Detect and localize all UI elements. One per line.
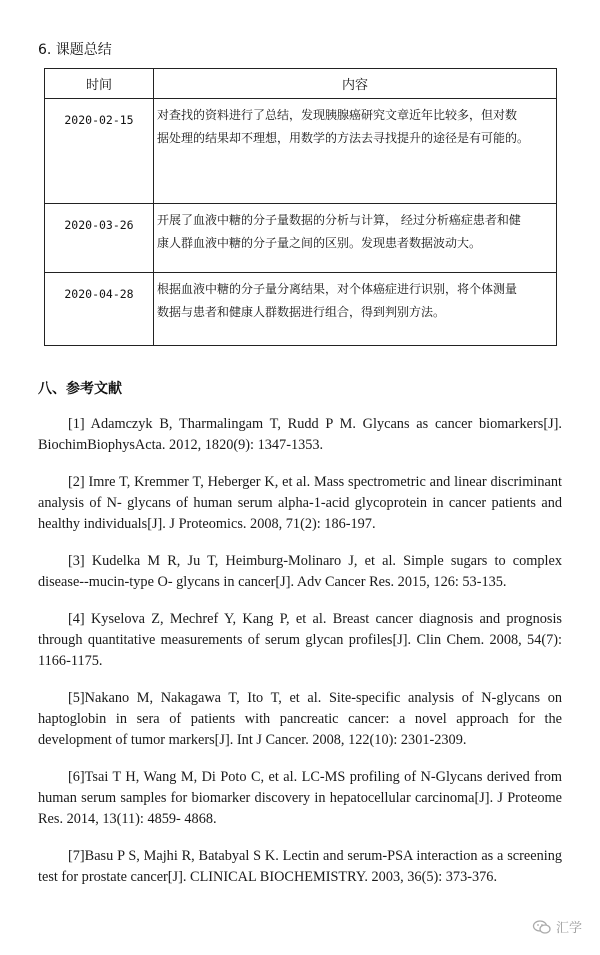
reference-item: [3] Kudelka M R, Ju T, Heimburg-Molinaro J, et al. Simple sugars to complex disease--mucin-type O- glycans in cancer[J]. Adv Cancer Res. 2015, 126: 53-135. <box>38 553 562 591</box>
table-row <box>45 273 557 346</box>
watermark-text: 汇学 <box>555 921 582 936</box>
row-date: 2020-04-28 <box>45 273 154 346</box>
references-list <box>38 400 562 904</box>
row-content: 对查找的资料进行了总结，发现胰腺癌研究文章近年比较多，但对数 据处理的结果却不理想，用数学的方法去寻找提升的途径是有可能的。 <box>154 99 557 204</box>
reference-item: [6]Tsai T H, Wang M, Di Poto C, et al. LC-MS profiling of N-Glycans derived from human serum samples for biomarker discovery in hepatocellular carcinoma[J]. J Proteome Res. 2014, 13(11): 4859- 4868. <box>38 769 562 828</box>
row-date: 2020-03-26 <box>45 204 154 273</box>
row-content: 开展了血液中糖的分子量数据的分析与计算， 经过分析癌症患者和健 康人群血液中糖的分子量之间的区别。发现患者数据波动大。 <box>154 204 557 273</box>
reference-item: [2] Imre T, Kremmer T, Heberger K, et al. Mass spectrometric and linear discriminant analysis of N- glycans of human serum alpha-1-acid glycoprotein in cancer patients and healthy individuals[J]. J Proteomics. 2008, 71(2): 186-197. <box>38 474 562 533</box>
reference-item: [4] Kyselova Z, Mechref Y, Kang P, et al. Breast cancer diagnosis and prognosis through quantitative measurements of serum glycan profiles[J]. Clin Chem. 2008, 54(7): 1166-1175. <box>38 611 562 670</box>
reference-item: [7]Basu P S, Majhi R, Batabyal S K. Lectin and serum-PSA interaction as a screening test for prostate cancer[J]. CLINICAL BIOCHEMISTRY. 2003, 36(5): 373-376. <box>38 848 562 886</box>
wechat-icon <box>532 919 552 935</box>
table-row <box>45 204 557 273</box>
summary-table <box>44 68 557 346</box>
table-header-row <box>45 69 557 99</box>
row-content: 根据血液中糖的分子量分离结果，对个体癌症进行识别，将个体测量 数据与患者和健康人群数据进行组合，得到判别方法。 <box>154 273 557 346</box>
references-heading: 八、参考文献 <box>38 381 122 397</box>
reference-item: [1] Adamczyk B, Tharmalingam T, Rudd P M. Glycans as cancer biomarkers[J]. BiochimBiophysActa. 2012, 1820(9): 1347-1353. <box>38 416 562 454</box>
reference-item: [5]Nakano M, Nakagawa T, Ito T, et al. Site-specific analysis of N-glycans on haptoglobin in sera of patients with pancreatic cancer: a novel approach for the development of tumor markers[J]. Int J Cancer. 2008, 122(10): 2301-2309. <box>38 690 562 749</box>
row-date: 2020-02-15 <box>45 99 154 204</box>
table-row <box>45 99 557 204</box>
section-heading-summary: 6. 课题总结 <box>38 42 112 58</box>
column-header-content: 内容 <box>154 69 557 99</box>
watermark <box>532 917 582 936</box>
column-header-time: 时间 <box>45 69 154 99</box>
